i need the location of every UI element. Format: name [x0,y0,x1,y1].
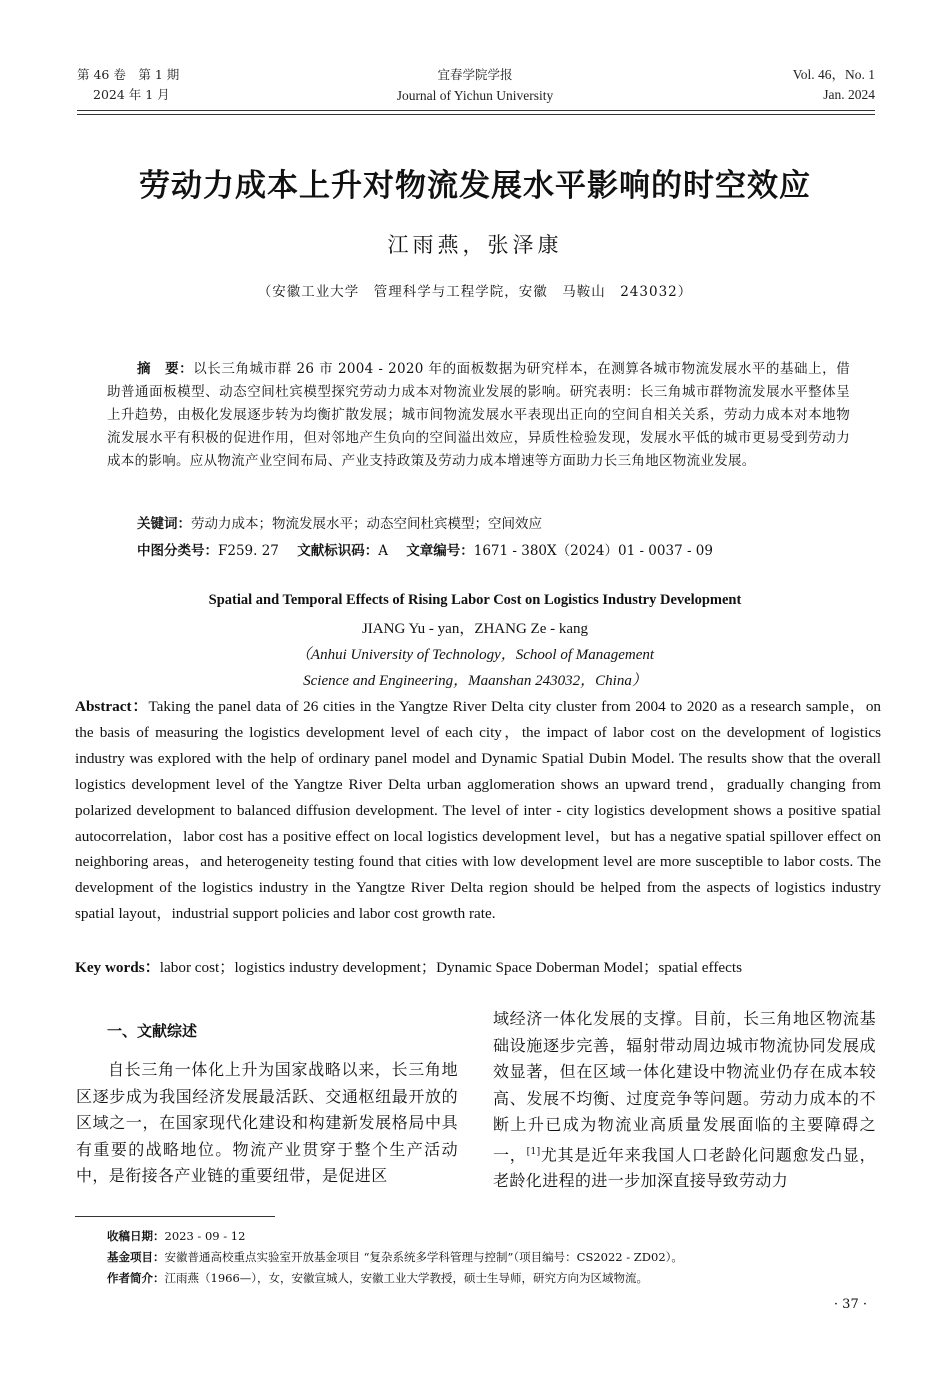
article-number-value: 1671 - 380X（2024）01 - 0037 - 09 [473,543,713,559]
header-rule-bottom [77,114,875,115]
keywords-en-label: Key words： [75,959,160,976]
footnote-received [107,1227,245,1245]
doc-code-value: A [378,543,388,559]
keywords-en-text: labor cost；logistics industry development；Dynamic Space Doberman Model；spatial effects [159,959,742,976]
english-affiliation-1: （Anhui University of Technology，School of Management [295,647,655,663]
footnote-fund [107,1248,683,1266]
body-right-text-2: 尤其是近年来我国人口老龄化问题愈发凸显，老龄化进程的进一步加深直接导致劳动力 [493,1144,876,1191]
article-number-label: 文章编号： [406,543,474,559]
paper-title: 劳动力成本上升对物流发展水平影响的时空效应 [139,168,811,204]
header-vol-en: Vol. 46，No. 1 [792,67,875,82]
page-number: · 37 · [833,1297,867,1312]
paper-authors: 江雨燕，张泽康 [387,233,563,257]
header-date-cn: 2024 年 1 月 [93,87,170,102]
english-authors: JIANG Yu - yan，ZHANG Ze - kang [361,621,589,637]
english-affiliation-2: Science and Engineering，Maanshan 243032，China） [303,673,647,689]
keywords-cn-text: 劳动力成本；物流发展水平；动态空间杜宾模型；空间效应 [191,516,542,532]
header-journal-en: Journal of Yichun University [396,88,554,103]
body-left-column: 自长三角一体化上升为国家战略以来，长三角地区逐步成为我国经济发展最活跃、交通枢纽最开放的区域之一，在国家现代化建设和构建新发展格局中具有重要的战略地位。物流产业贯穿于整个生产活动中，是衔接各产业链的重要纽带，是促进区 [76,1060,458,1185]
citation-1: [1] [526,1146,541,1157]
keywords-cn-label: 关键词： [137,516,191,532]
header-journal-cn: 宜春学院学报 [437,67,513,82]
footnote-received-value: 2023 - 09 - 12 [164,1229,246,1243]
footnote-author [107,1269,648,1287]
abstract-en [75,694,881,927]
classification-line [137,541,713,561]
footnote-fund-value: 安徽普通高校重点实验室开放基金项目 “复杂系统多学科管理与控制”（项目编号：CS2022 - ZD02）。 [164,1250,683,1264]
footnote-author-label: 作者简介： [107,1271,165,1285]
clc-label: 中图分类号： [137,543,218,559]
keywords-cn [137,514,542,534]
clc-value: F259. 27 [218,543,279,559]
body-right-text-1: 域经济一体化发展的支撑。目前，长三角地区物流基础设施逐步完善，辐射带动周边城市物流协同发展成效显著，但在区域一体化建设中物流业仍存在成本较高、发展不均衡、过度竞争等问题。劳动力成本的不断上升已成为物流业高质量发展面临的主要障碍之一， [493,1009,876,1164]
english-title: Spatial and Temporal Effects of Rising Labor Cost on Logistics Industry Development [208,592,742,608]
abstract-en-text: Taking the panel data of 26 cities in the Yangtze River Delta city cluster from 2004 to 2020 as a research sample，on the basis of measuring the logistics development level of each city，the impact of labor cost on the development of logistics industry was explored with the help of ordinary panel model and Dynamic Spatial Dubin Model. The results show that the overall logistics development level of the Yangtze River Delta urban agglomeration shows an upward trend，gradually changing from polarized development to balanced diffusion development. The level of inter - city logistics development shows a positive spatial autocorrelation，labor cost has a positive effect on local logistics development level，but has a negative spatial spillover effect on neighboring areas，and heterogeneity testing found that cities with low development level are more susceptible to labor costs. The development of the logistics industry in the Yangtze River Delta region should be helped from the aspects of logistics industry spatial layout，industrial support policies and labor cost growth rate. [75,698,882,923]
footnote-fund-label: 基金项目： [107,1250,165,1264]
paper-affiliation: （安徽工业大学 管理科学与工程学院，安徽 马鞍山 243032） [257,284,693,300]
header-volume: 第 46 卷 第 1 期 [77,67,180,82]
header-date-en: Jan. 2024 [823,87,875,102]
footnote-rule [75,1216,275,1217]
abstract-cn-label: 摘 要： [137,361,194,377]
section-heading: 一、文献综述 [107,1022,198,1040]
abstract-en-label: Abstract： [75,698,149,715]
body-right-column [493,1006,876,1195]
header-rule-top [77,110,875,111]
footnote-received-label: 收稿日期： [107,1229,165,1243]
doc-code-label: 文献标识码： [297,543,379,559]
keywords-en [75,956,881,977]
abstract-cn [107,358,850,473]
abstract-cn-text: 以长三角城市群 26 市 2004 - 2020 年的面板数据为研究样本，在测算各城市物流发展水平的基础上，借助普通面板模型、动态空间杜宾模型探究劳动力成本对物流业发展的影响。研究表明：长三角城市群物流发展水平整体呈上升趋势，由极化发展逐步转为均衡扩散发展；城市间物流发展水平表现出正向的空间自相关关系，劳动力成本对本地物流发展水平有积极的促进作用，但对邻地产生负向的空间溢出效应，异质性检验发现，发展水平低的城市更易受到劳动力成本的影响。应从物流产业空间布局、产业支持政策及劳动力成本增速等方面助力长三角地区物流业发展。 [107,361,850,469]
footnote-author-value: 江雨燕（1966—），女，安徽宣城人，安徽工业大学教授，硕士生导师，研究方向为区域物流。 [164,1271,649,1285]
